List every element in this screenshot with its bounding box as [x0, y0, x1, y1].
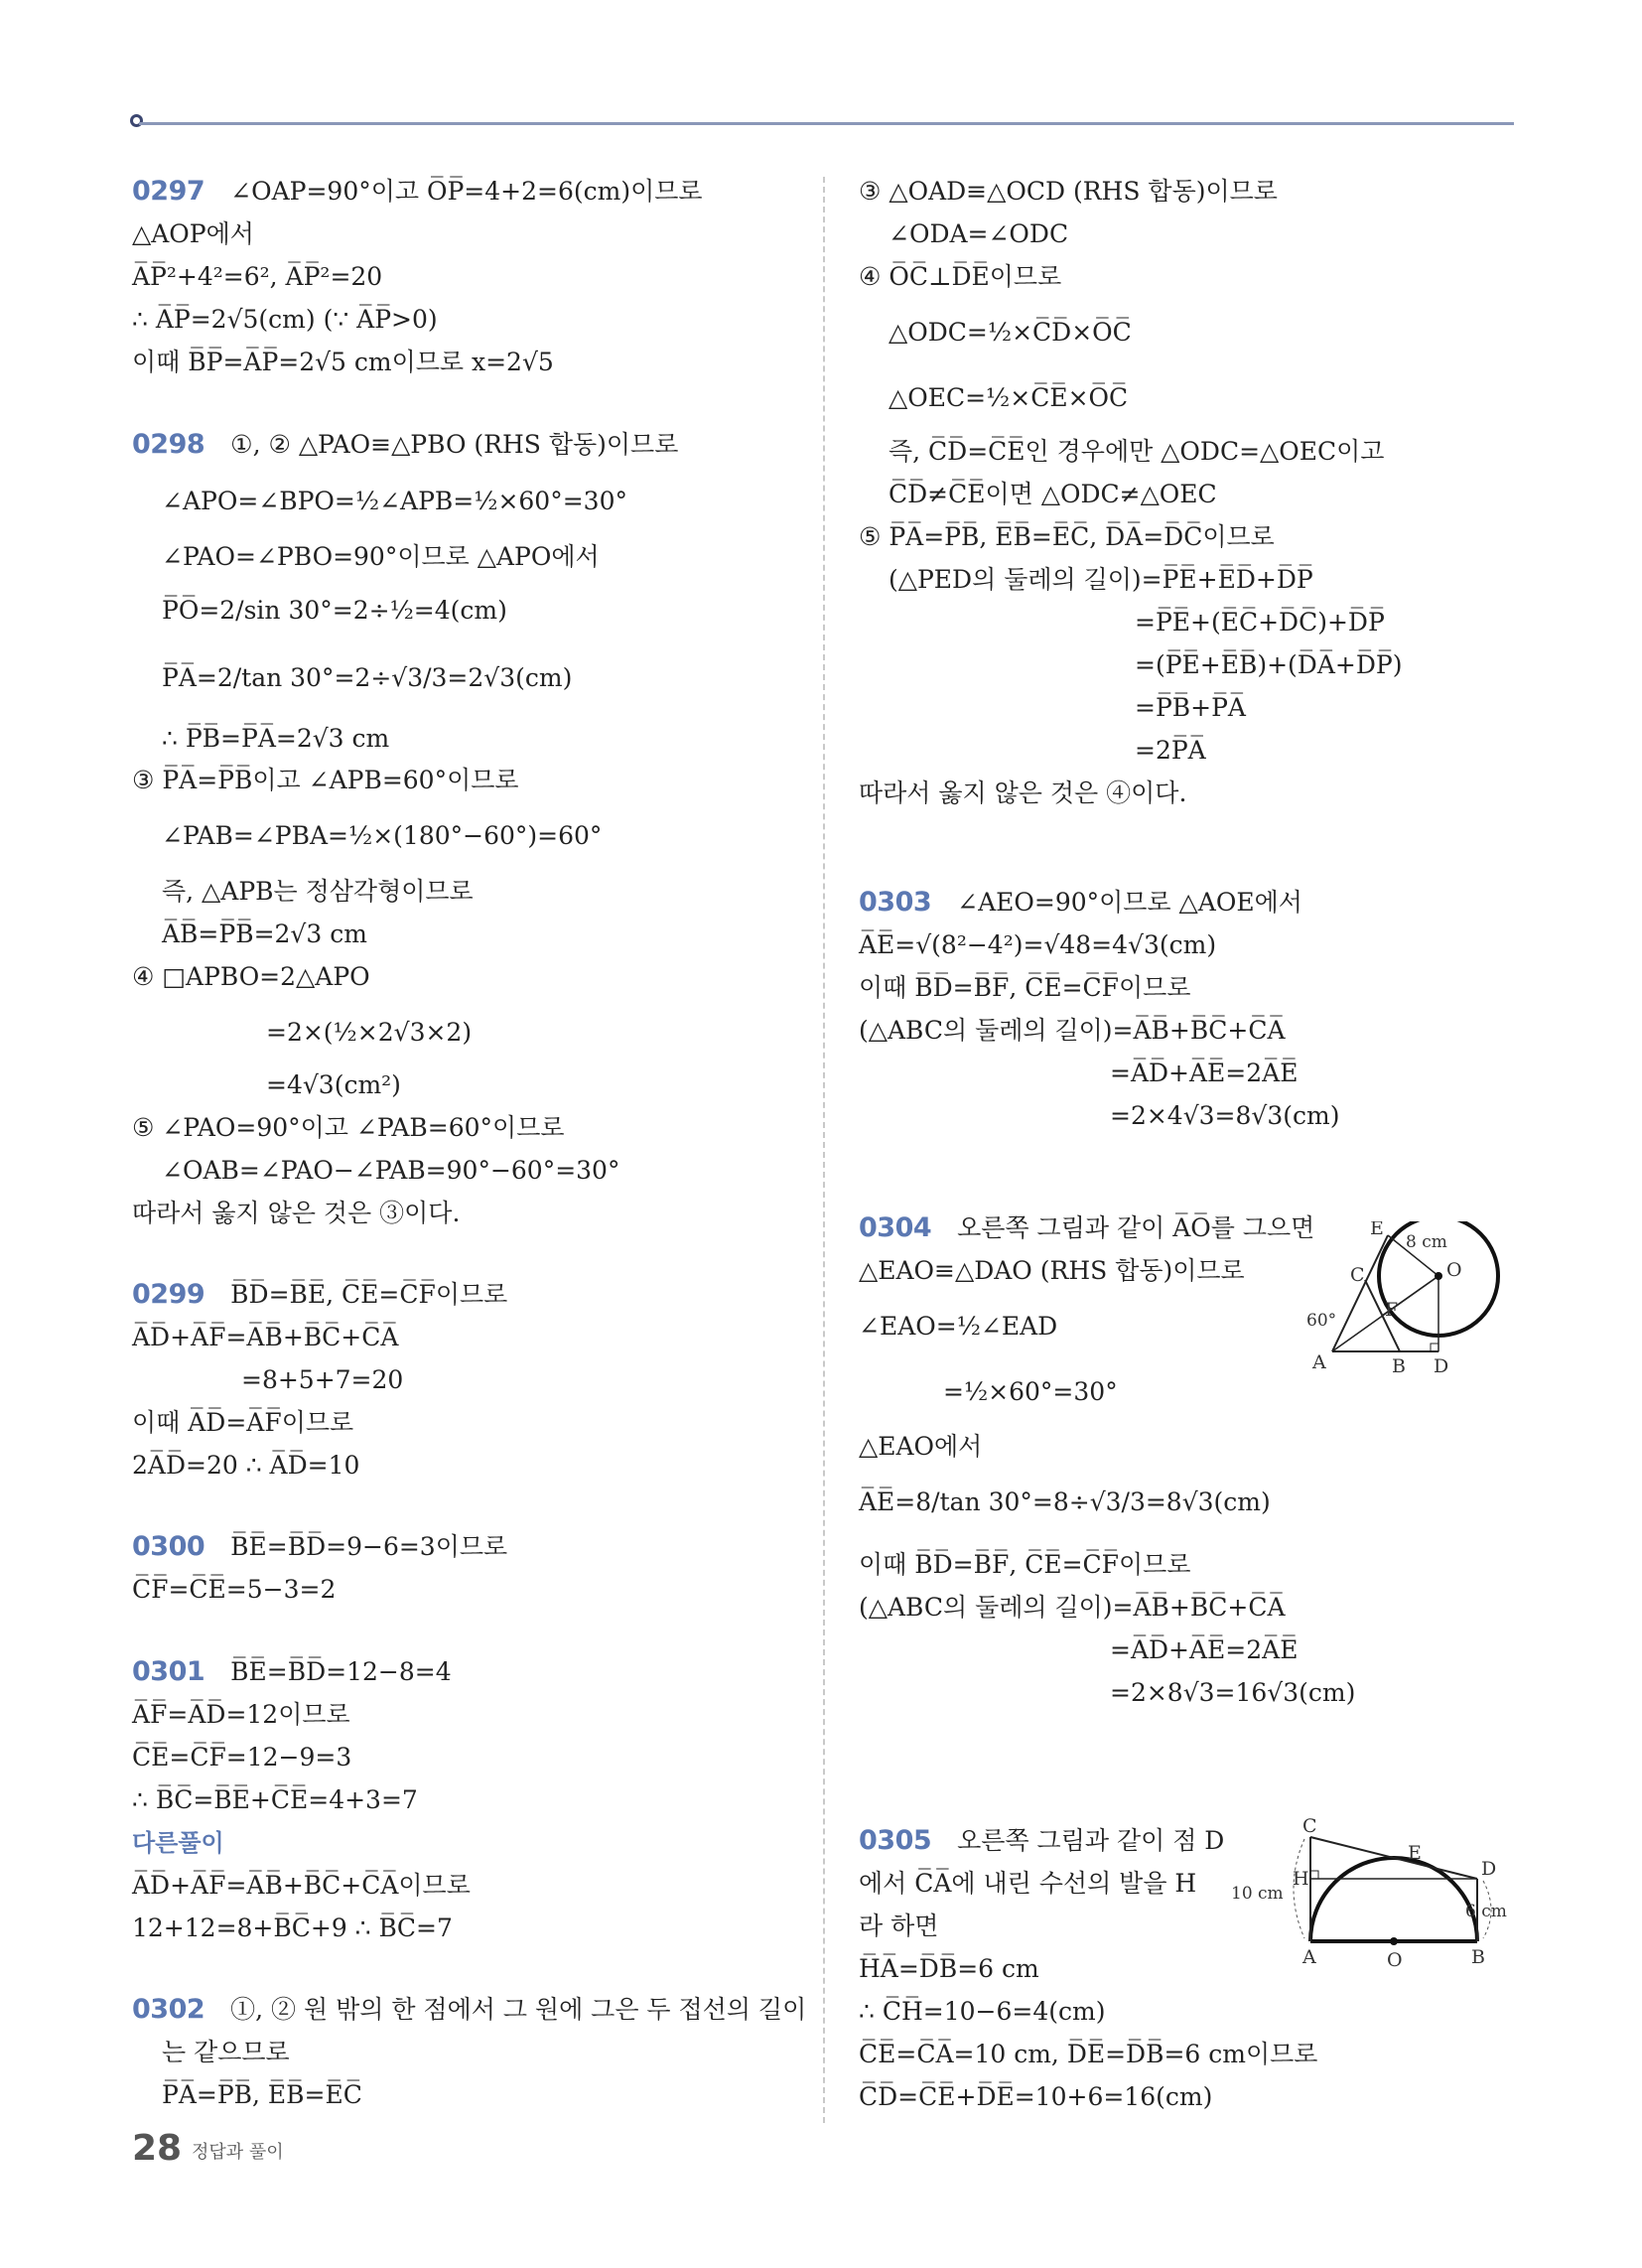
line-text: 라 하면 [859, 1912, 939, 1940]
line-text: B̅E̅=B̅D̅=9−6=3이므로 [230, 1532, 508, 1561]
solution-line [859, 1954, 1039, 1984]
line-text: A̅F̅=A̅D̅=12이므로 [132, 1700, 350, 1729]
problem-0304 [859, 1213, 1314, 1243]
solution-line [1110, 1059, 1298, 1088]
solution-line [859, 1256, 1245, 1286]
problem-number: 0299 [132, 1279, 205, 1310]
line-text: C̅D̅≠C̅E̅이면 △ODC≠△OEC [889, 480, 1217, 508]
line-text: ∴ A̅P̅=2√5(cm) (∵ A̅P̅>0) [132, 305, 438, 334]
line-text: =½×60°=30° [943, 1377, 1118, 1406]
solution-line [132, 1451, 359, 1481]
problem-0303 [859, 888, 1302, 918]
solution-line [889, 219, 1068, 249]
fig305-label-o: O [1387, 1949, 1403, 1971]
solution-line [132, 1199, 460, 1228]
line-text: 이때 B̅D̅=B̅F̅, C̅E̅=C̅F̅이므로 [859, 973, 1191, 1002]
solution-line [162, 724, 389, 754]
fig304-label-o: O [1446, 1259, 1462, 1281]
line-text: A̅E̅=8/tan 30°=8÷√3/3=8√3(cm) [859, 1488, 1271, 1516]
problem-0300 [132, 1532, 507, 1562]
line-text: P̅A̅=P̅B̅, E̅B̅=E̅C̅ [162, 2080, 362, 2109]
line-text: ①, ② 원 밖의 한 점에서 그 원에 그은 두 접선의 길이 [230, 1995, 807, 2024]
solution-line [859, 1312, 1057, 1342]
solution-line [859, 1016, 1286, 1046]
solution-line [162, 2038, 290, 2067]
alternate-solution-label: 다른풀이 [132, 1829, 224, 1857]
line-text: =(P̅E̅+E̅B̅)+(D̅A̅+D̅P̅) [1135, 650, 1403, 679]
fig305-label-h: H [1293, 1868, 1309, 1890]
line-text: P̅A̅=2/tan 30°=2÷√3/3=2√3(cm) [162, 663, 573, 692]
semicircle-arc [1310, 1858, 1477, 1941]
line-text: ∠EAO=½∠EAD [859, 1312, 1058, 1341]
solution-line [1110, 1678, 1355, 1708]
solution-line [132, 1914, 453, 1943]
line-text: ③ △OAD≡△OCD (RHS 합동)이므로 [859, 177, 1278, 206]
line-text: C̅F̅=C̅E̅=5−3=2 [132, 1575, 337, 1604]
line-text: 이때 A̅D̅=A̅F̅이므로 [132, 1408, 354, 1437]
line-text: △EAO에서 [859, 1432, 983, 1461]
fig304-label-f: F [1385, 1299, 1399, 1321]
solution-line [859, 1488, 1271, 1517]
line-text: A̅D̅+A̅F̅=A̅B̅+B̅C̅+C̅A̅ [132, 1323, 399, 1351]
line-text: =P̅B̅+P̅A̅ [1135, 693, 1246, 722]
line-text: 12+12=8+B̅C̅+9 ∴ B̅C̅=7 [132, 1914, 453, 1942]
solution-line [132, 962, 370, 992]
solution-line [859, 1550, 1190, 1580]
right-angle-mark [1431, 1344, 1438, 1351]
line-text: (△ABC의 둘레의 길이)=A̅B̅+B̅C̅+C̅A̅ [859, 1016, 1286, 1045]
line-text: ④ O̅C̅⊥D̅E̅이므로 [859, 262, 1062, 291]
line-text: 따라서 옳지 않은 것은 ④이다. [859, 779, 1187, 807]
solution-line [859, 1432, 982, 1462]
line-text: ∴ B̅C̅=B̅E̅+C̅E̅=4+3=7 [132, 1785, 418, 1814]
solution-line [1135, 693, 1246, 723]
center-point [1435, 1272, 1442, 1280]
solution-line [132, 1113, 565, 1143]
solution-line [859, 522, 1275, 552]
solution-line [162, 821, 602, 851]
solution-line [1110, 1101, 1339, 1131]
line-text: (△PED의 둘레의 길이)=P̅E̅+E̅D̅+D̅P̅ [889, 565, 1313, 594]
solution-line [132, 219, 254, 249]
header-dot [130, 114, 143, 127]
line-text: ∠OAP=90°이고 O̅P̅=4+2=6(cm)이므로 [230, 177, 703, 206]
problem-number: 0305 [859, 1825, 932, 1856]
page-number: 28 [132, 2128, 183, 2169]
line-text: 는 같으므로 [162, 2038, 290, 2066]
solution-line [859, 1912, 938, 1941]
fig305-label-a: A [1302, 1946, 1316, 1968]
line-text: 에서 C̅A̅에 내린 수선의 발을 H [859, 1869, 1197, 1898]
solution-line [132, 348, 554, 377]
solution-line [132, 1575, 336, 1605]
line-text: 오른쪽 그림과 같이 A̅O̅를 그으면 [957, 1213, 1315, 1242]
fig304-label-b: B [1392, 1355, 1406, 1377]
line-text: C̅D̅=C̅E̅+D̅E̅=10+6=16(cm) [859, 2082, 1213, 2111]
figure-0305-semicircle [1231, 1817, 1519, 1976]
problem-number: 0297 [132, 176, 205, 207]
fig304-length: 8 cm [1406, 1232, 1447, 1252]
solution-line [859, 779, 1186, 808]
problem-number: 0304 [859, 1212, 932, 1243]
line-text: (△ABC의 둘레의 길이)=A̅B̅+B̅C̅+C̅A̅ [859, 1593, 1286, 1622]
tangent-cd [1310, 1837, 1477, 1879]
problem-0301 [132, 1657, 452, 1687]
line-text: A̅D̅+A̅F̅=A̅B̅+B̅C̅+C̅A̅이므로 [132, 1871, 471, 1900]
fig305-left-length: 10 cm [1231, 1884, 1284, 1904]
solution-line [859, 177, 1278, 207]
line-text: =8+5+7=20 [241, 1365, 404, 1394]
solution-line [162, 2080, 362, 2110]
line-text: =A̅D̅+A̅E̅=2A̅E̅ [1110, 1635, 1299, 1664]
fig304-label-a: A [1312, 1351, 1326, 1373]
line-text: △ODC=½×C̅D̅×O̅C̅ [889, 318, 1132, 347]
solution-line [132, 1871, 471, 1901]
solution-line [132, 262, 382, 292]
solution-line [859, 1997, 1105, 2027]
line-text: =4√3(cm²) [266, 1070, 401, 1099]
line-text: B̅E̅=B̅D̅=12−8=4 [230, 1657, 452, 1686]
column-divider [823, 177, 825, 2123]
line-text: B̅D̅=B̅E̅, C̅E̅=C̅F̅이므로 [230, 1280, 508, 1309]
solution-line [132, 1785, 418, 1815]
solution-line [162, 920, 367, 949]
fig304-label-e: E [1370, 1221, 1384, 1239]
problem-number: 0301 [132, 1656, 205, 1687]
solution-line [889, 383, 1128, 413]
line-text: =2×(½×2√3×2) [266, 1018, 473, 1047]
fig305-label-e: E [1408, 1842, 1422, 1864]
solution-line [859, 2040, 1317, 2069]
line-text: ⑤ P̅A̅=P̅B̅, E̅B̅=E̅C̅, D̅A̅=D̅C̅이므로 [859, 522, 1275, 551]
line-text: △AOP에서 [132, 219, 254, 248]
problem-number: 0300 [132, 1531, 205, 1562]
line-text: △EAO≡△DAO (RHS 합동)이므로 [859, 1256, 1245, 1285]
solution-line [241, 1365, 403, 1395]
line-text: 즉, △APB는 정삼각형이므로 [162, 877, 474, 906]
line-text: A̅B̅=P̅B̅=2√3 cm [162, 920, 367, 948]
problem-0298 [132, 430, 678, 460]
solution-line [859, 930, 1216, 960]
solution-line [1135, 608, 1385, 638]
line-text: C̅E̅=C̅F̅=12−9=3 [132, 1743, 352, 1772]
solution-line [132, 1743, 351, 1772]
fig305-label-d: D [1481, 1858, 1497, 1880]
problem-number: 0298 [132, 429, 205, 460]
line-text: 2A̅D̅=20 ∴ A̅D̅=10 [132, 1451, 360, 1480]
solution-line [162, 596, 507, 626]
solution-line [889, 437, 1384, 467]
solution-line [132, 766, 519, 795]
solution-line [889, 480, 1217, 509]
solution-line [132, 1828, 224, 1858]
problem-0297 [132, 177, 703, 207]
line-text: ③ P̅A̅=P̅B̅이고 ∠APB=60°이므로 [132, 766, 519, 794]
line-text: △OEC=½×C̅E̅×O̅C̅ [889, 383, 1129, 412]
solution-line [132, 1323, 398, 1352]
line-text: 오른쪽 그림과 같이 점 D [957, 1826, 1225, 1855]
line-text: =2P̅A̅ [1135, 736, 1206, 765]
line-text: ①, ② △PAO≡△PBO (RHS 합동)이므로 [230, 430, 679, 459]
line-text: ∠AEO=90°이므로 △AOE에서 [957, 888, 1302, 917]
line-text: ∠APO=∠BPO=½∠APB=½×60°=30° [162, 487, 627, 515]
line-text: 이때 B̅D̅=B̅F̅, C̅E̅=C̅F̅이므로 [859, 1550, 1191, 1579]
line-text: ∴ C̅H̅=10−6=4(cm) [859, 1997, 1106, 2026]
header-rule [139, 122, 1514, 125]
line-text: A̅P̅²+4²=6², A̅P̅²=20 [132, 262, 383, 291]
page-label: 정답과 풀이 [192, 2142, 284, 2163]
problem-0299 [132, 1280, 507, 1310]
line-text: =2×4√3=8√3(cm) [1110, 1101, 1340, 1130]
problem-number: 0303 [859, 887, 932, 918]
solution-line [859, 1869, 1196, 1899]
solution-line [162, 487, 627, 516]
solution-line [266, 1070, 401, 1100]
solution-line [1110, 1635, 1298, 1665]
solution-line [162, 663, 572, 693]
fig305-right-length: 6 cm [1465, 1902, 1507, 1921]
line-text: ⑤ ∠PAO=90°이고 ∠PAB=60°이므로 [132, 1113, 565, 1142]
problem-0302 [132, 1995, 806, 2025]
line-text: A̅E̅=√(8²−4²)=√48=4√3(cm) [859, 930, 1217, 959]
problem-number: 0302 [132, 1994, 205, 2025]
solution-line [1135, 650, 1402, 680]
fig305-label-c: C [1302, 1817, 1317, 1837]
solution-line [162, 542, 600, 572]
solution-line [162, 877, 474, 907]
line-text: C̅E̅=C̅A̅=10 cm, D̅E̅=D̅B̅=6 cm이므로 [859, 2040, 1318, 2068]
solution-line [132, 1700, 350, 1730]
solution-line [859, 973, 1190, 1003]
figure-0304-circle-triangle [1300, 1221, 1519, 1380]
solution-line [162, 1156, 619, 1186]
solution-line [266, 1018, 472, 1048]
solution-line [859, 2082, 1212, 2112]
line-text: ④ □APBO=2△APO [132, 962, 370, 991]
solution-line [132, 1408, 353, 1438]
solution-line [132, 305, 438, 335]
line-text: P̅O̅=2/sin 30°=2÷½=4(cm) [162, 596, 507, 625]
fig304-label-d: D [1434, 1355, 1449, 1377]
solution-line [859, 262, 1061, 292]
line-text: 따라서 옳지 않은 것은 ③이다. [132, 1199, 461, 1227]
center-point [1390, 1937, 1398, 1945]
fig304-angle: 60° [1306, 1311, 1337, 1331]
solution-line [943, 1377, 1118, 1407]
line-text: ∠PAB=∠PBA=½×(180°−60°)=60° [162, 821, 603, 850]
line-text: H̅A̅=D̅B̅=6 cm [859, 1954, 1039, 1983]
line-text: ∠PAO=∠PBO=90°이므로 △APO에서 [162, 542, 600, 571]
line-text: =P̅E̅+(E̅C̅+D̅C̅)+D̅P̅ [1135, 608, 1385, 637]
solution-line [1135, 736, 1206, 766]
right-angle-mark [1310, 1871, 1318, 1879]
line-text: ∴ P̅B̅=P̅A̅=2√3 cm [162, 724, 390, 753]
solution-line [889, 318, 1132, 348]
line-text: =2×8√3=16√3(cm) [1110, 1678, 1356, 1707]
line-text: ∠OAB=∠PAO−∠PAB=90°−60°=30° [162, 1156, 620, 1185]
line-text: 즉, C̅D̅=C̅E̅인 경우에만 △ODC=△OEC이고 [889, 437, 1385, 466]
solution-line [889, 565, 1313, 595]
line-text: ∠ODA=∠ODC [889, 219, 1069, 248]
line-text: =A̅D̅+A̅E̅=2A̅E̅ [1110, 1059, 1299, 1087]
solution-line [859, 1593, 1286, 1623]
fig304-label-c: C [1350, 1264, 1365, 1286]
line-text: 이때 B̅P̅=A̅P̅=2√5 cm이므로 x=2√5 [132, 348, 554, 376]
problem-0305 [859, 1826, 1224, 1856]
fig305-label-b: B [1471, 1946, 1485, 1968]
